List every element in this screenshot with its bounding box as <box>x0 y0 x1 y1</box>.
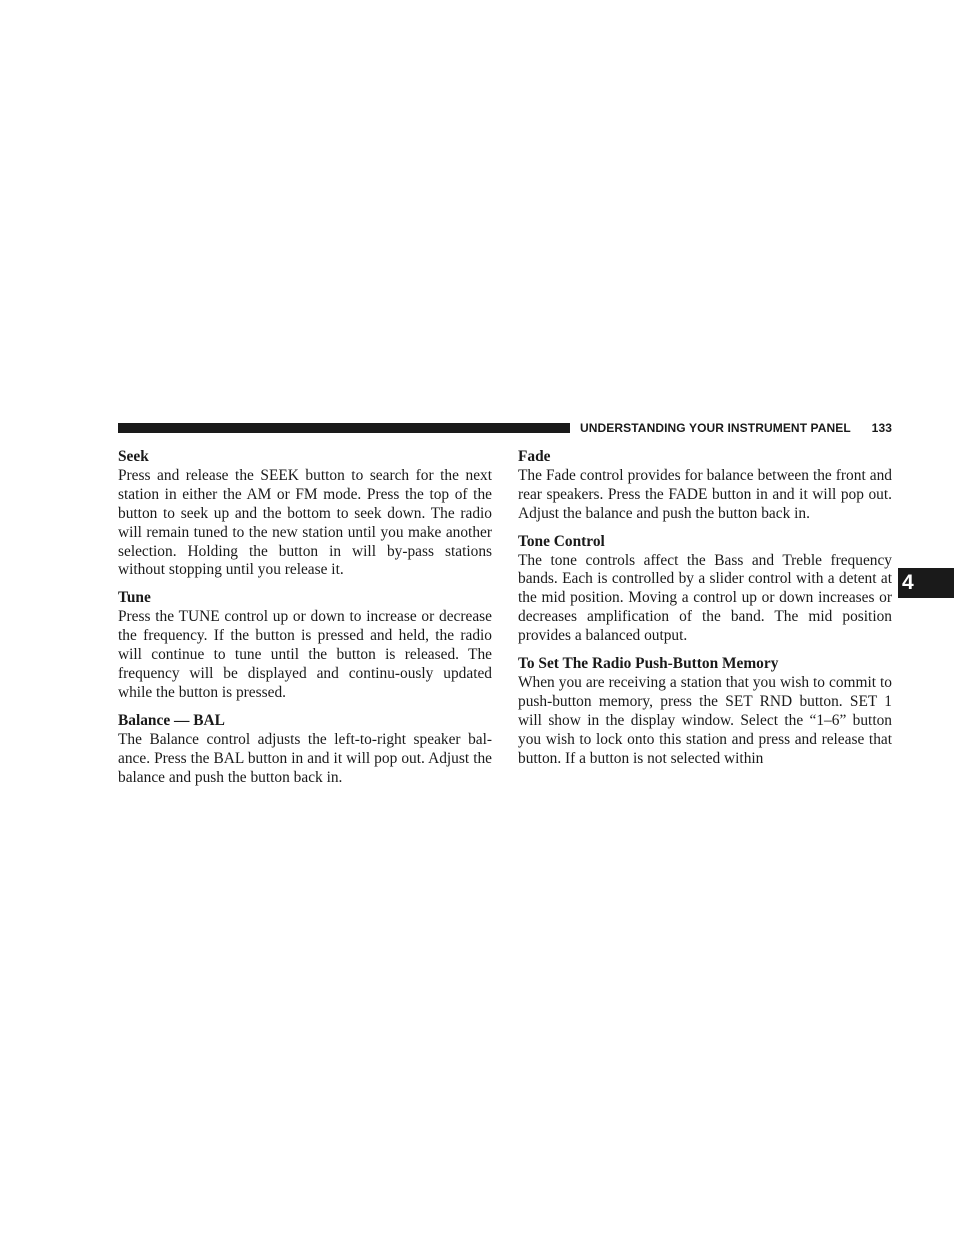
section-push-button-memory <box>518 655 892 768</box>
section-body: The Fade control provides for balance between the front and rear speakers. Press the FADE button in and it will pop out. Adjust the balance and push the button back in. <box>518 466 892 522</box>
section-seek <box>118 448 492 580</box>
left-column <box>118 448 492 796</box>
header-rule <box>118 423 570 433</box>
section-body: Press the TUNE control up or down to increase or decrease the frequency. If the button is pressed and held, the radio will continue to tune until the button is released. The frequency will be displayed and continu-ously updated while the button is pressed. <box>118 608 492 701</box>
section-balance <box>118 712 492 788</box>
section-heading: To Set The Radio Push-Button Memory <box>518 655 779 673</box>
section-title: UNDERSTANDING YOUR INSTRUMENT PANEL <box>580 421 851 435</box>
section-heading: Tone Control <box>518 532 605 550</box>
chapter-tab: 4 <box>898 568 954 598</box>
section-heading: Balance — BAL <box>118 711 225 729</box>
section-body: When you are receiving a station that you wish to commit to push-button memory, press the SET RND button. SET 1 will show in the display window. Select the “1–6” button you wish to lock onto this station and press and release that button. If a button is not selected within <box>518 673 892 767</box>
section-heading: Tune <box>118 589 151 607</box>
page-number: 133 <box>871 421 892 435</box>
section-body: The tone controls affect the Bass and Treble frequency bands. Each is controlled by a slider control with a detent at the mid position. Moving a control up or down increases or decreases amplification of the band. The mid position provides a balanced output. <box>518 551 892 645</box>
section-body: The Balance control adjusts the left-to-right speaker bal-ance. Press the BAL button in and it will pop out. Adjust the balance and push the button back in. <box>118 730 492 786</box>
section-fade <box>518 448 892 524</box>
section-tune <box>118 589 492 702</box>
section-heading: Fade <box>518 448 551 465</box>
right-column <box>518 448 892 778</box>
section-body: Press and release the SEEK button to search for the next station in either the AM or FM mode. Press the top of the button to seek up and the bottom to seek down. The radio will remain tuned to the new station until you make another selection. Holding the button in will by-pass stations without stopping until you release it. <box>118 466 492 579</box>
section-heading: Seek <box>118 448 149 465</box>
running-header <box>580 420 892 436</box>
section-tone-control <box>518 533 892 646</box>
